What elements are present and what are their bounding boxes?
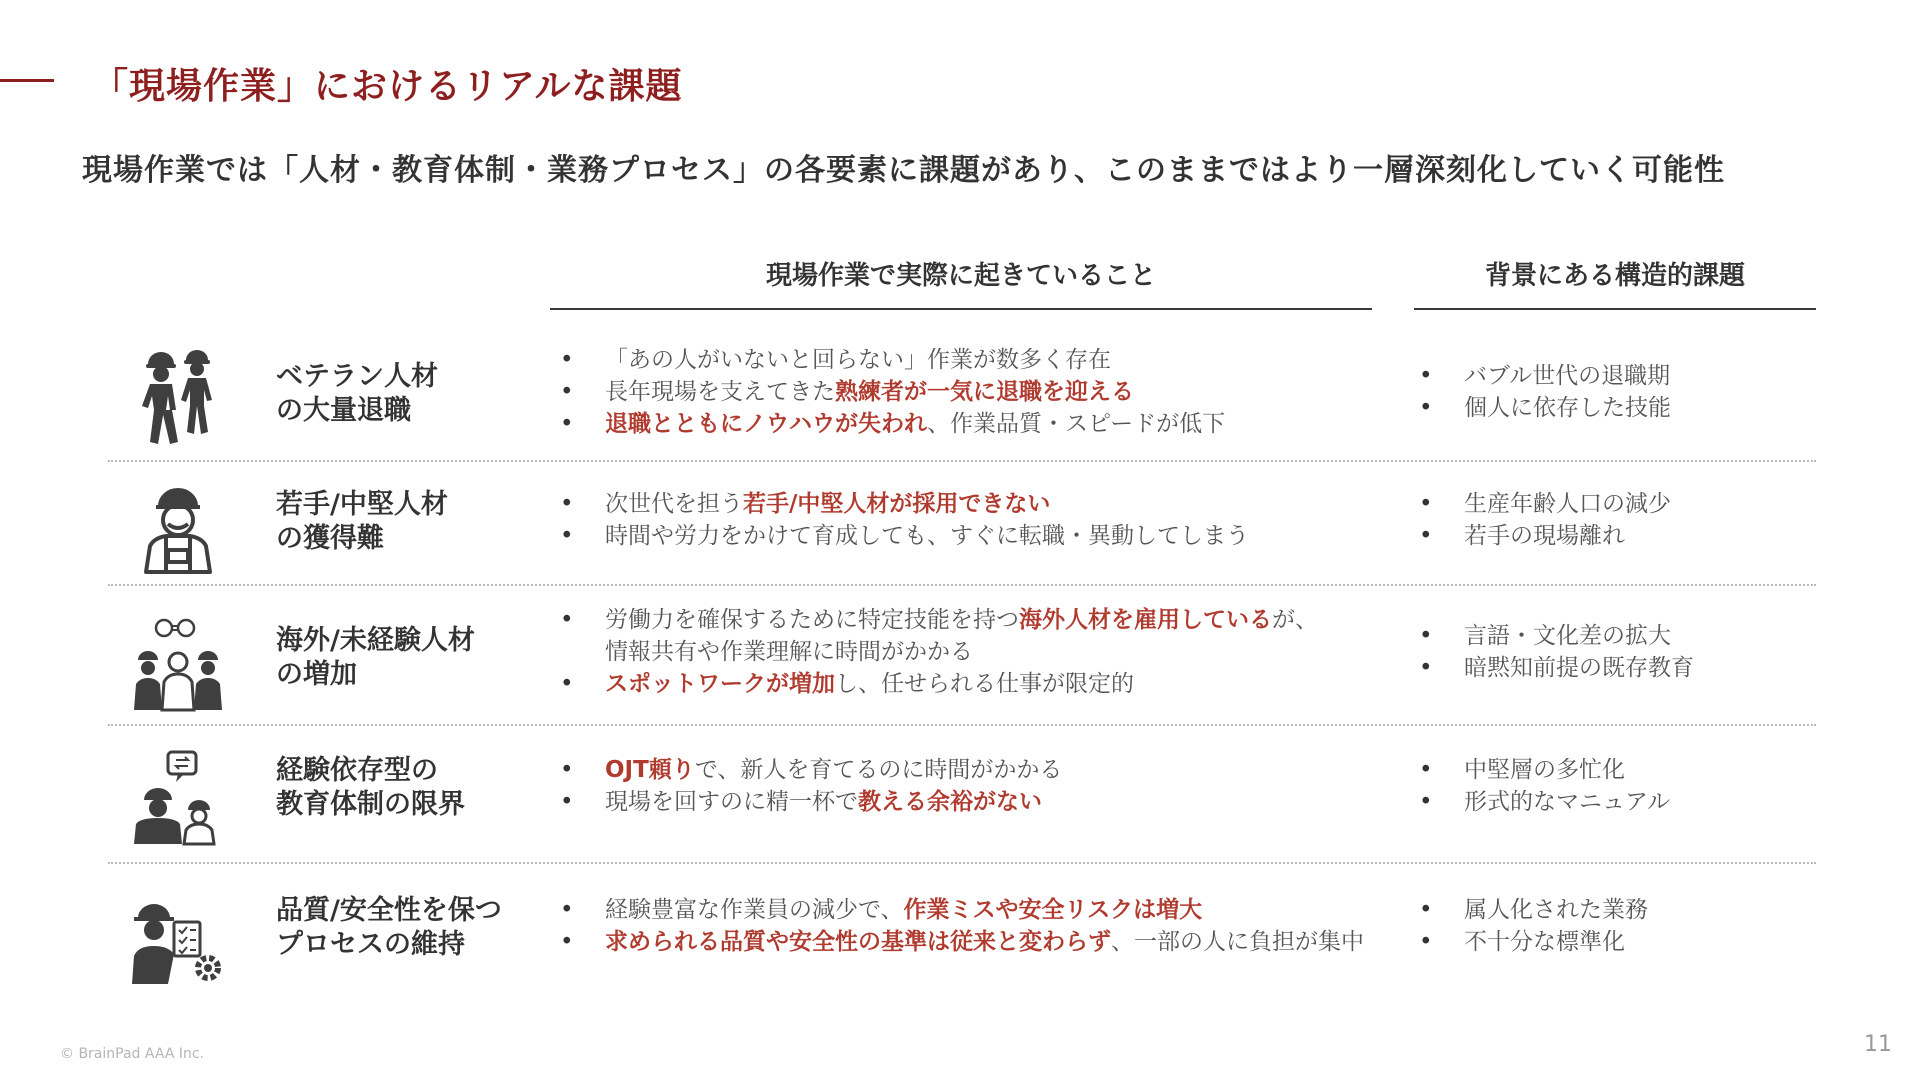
row-divider <box>108 862 1816 864</box>
happening-list <box>558 604 1318 700</box>
happening-item: • 求められる品質や安全性の基準は従来と変わらず、一部の人に負担が集中 <box>558 926 1364 958</box>
issue-title: 経験依存型の 教育体制の限界 <box>276 755 465 820</box>
structural-issue-item: • 若手の現場離れ <box>1414 520 1671 552</box>
happening-item-continuation: 情報共有や作業理解に時間がかかる <box>605 639 973 665</box>
issue-title: 若手/中堅人材 の獲得難 <box>276 489 448 554</box>
title-accent-line <box>0 79 54 82</box>
structural-issue-list <box>1414 754 1670 818</box>
page-title: 「現場作業」におけるリアルな課題 <box>92 66 683 107</box>
happening-item: • OJT頼りで、新人を育てるのに時間がかかる <box>558 754 1062 786</box>
happening-item: • 「あの人がいないと回らない」作業が数多く存在 <box>558 344 1225 376</box>
structural-issue-item: • 中堅層の多忙化 <box>1414 754 1670 786</box>
issue-row-veteran <box>108 330 1816 460</box>
structural-issue-item: • 暗黙知前提の既存教育 <box>1414 652 1694 684</box>
issue-row-training <box>108 734 1816 862</box>
page-number: 11 <box>1864 1032 1892 1057</box>
structural-issue-item: • 属人化された業務 <box>1414 894 1648 926</box>
training-workers-icon <box>128 750 228 846</box>
page-subtitle: 現場作業では「人材・教育体制・業務プロセス」の各要素に課題があり、このままではより一層深刻化していく可能性 <box>82 153 1725 188</box>
row-divider <box>108 460 1816 462</box>
happening-item: • 次世代を担う若手/中堅人材が採用できない <box>558 488 1249 520</box>
row-divider <box>108 724 1816 726</box>
issue-row-young <box>108 470 1816 584</box>
happening-item: • スポットワークが増加し、任せられる仕事が限定的 <box>558 668 1318 700</box>
issue-title: ベテラン人材 の大量退職 <box>276 361 438 426</box>
happening-item: • 現場を回すのに精一杯で教える余裕がない <box>558 786 1062 818</box>
structural-issue-item: • バブル世代の退職期 <box>1414 360 1671 392</box>
happening-list <box>558 344 1225 440</box>
column-header-underline <box>1414 308 1816 310</box>
happening-item: • 経験豊富な作業員の減少で、作業ミスや安全リスクは増大 <box>558 894 1364 926</box>
structural-issue-item: • 言語・文化差の拡大 <box>1414 620 1694 652</box>
happening-item: • 時間や労力をかけて育成しても、すぐに転職・異動してしまう <box>558 520 1249 552</box>
structural-issue-item: • 形式的なマニュアル <box>1414 786 1670 818</box>
young-worker-icon <box>128 480 228 576</box>
structural-issue-list <box>1414 488 1671 552</box>
issue-title: 海外/未経験人材 の増加 <box>276 625 475 690</box>
happening-item: • 長年現場を支えてきた熟練者が一気に退職を迎える <box>558 376 1225 408</box>
issue-row-foreign <box>108 594 1816 724</box>
structural-issue-list <box>1414 360 1671 424</box>
happening-item: • 労働力を確保するために特定技能を持つ海外人材を雇用しているが、 <box>558 604 1318 636</box>
column-header-happenings: 現場作業で実際に起きていること <box>765 261 1156 291</box>
happening-list <box>558 754 1062 818</box>
structural-issue-item: • 個人に依存した技能 <box>1414 392 1671 424</box>
structural-issue-item: • 生産年齢人口の減少 <box>1414 488 1671 520</box>
issue-title: 品質/安全性を保つ プロセスの維持 <box>276 895 502 960</box>
structural-issue-list <box>1414 894 1648 958</box>
issue-row-quality <box>108 872 1816 992</box>
foreign-workers-icon <box>128 616 228 712</box>
happening-list <box>558 894 1364 958</box>
copyright-notice: © BrainPad AAA Inc. <box>60 1046 204 1062</box>
happening-list <box>558 488 1249 552</box>
veteran-workers-icon <box>128 348 228 444</box>
column-header-structural-issues: 背景にある構造的課題 <box>1484 261 1745 291</box>
happening-item: • 退職とともにノウハウが失われ、作業品質・スピードが低下 <box>558 408 1225 440</box>
row-divider <box>108 584 1816 586</box>
structural-issue-item: • 不十分な標準化 <box>1414 926 1648 958</box>
worker-checklist-gear-icon <box>128 892 228 988</box>
column-header-underline <box>550 308 1372 310</box>
structural-issue-list <box>1414 620 1694 684</box>
